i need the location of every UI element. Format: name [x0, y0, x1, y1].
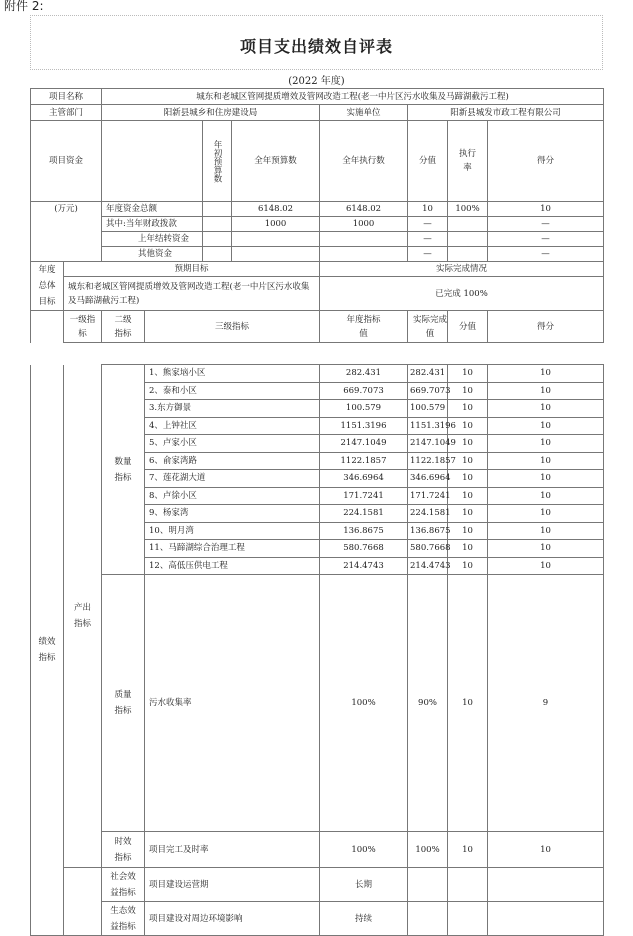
time-row — [31, 832, 604, 868]
qty-target: 214.4743 — [320, 557, 408, 575]
quality-name: 污水收集率 — [145, 575, 320, 832]
funds-row-score: — — [408, 217, 448, 232]
qty-actual: 1122.1857 — [408, 452, 448, 470]
qty-target: 580.7668 — [320, 540, 408, 558]
qty-name: 3.东方御景 — [145, 400, 320, 418]
qty-name: 5、卢家小区 — [145, 435, 320, 453]
funds-row-exec — [320, 247, 408, 262]
eco-name: 项目建设对周边环境影响 — [145, 902, 320, 936]
qty-name: 6、俞家湾路 — [145, 452, 320, 470]
project-name-value: 城东和老城区管网提质增效及管网改造工程(老一中片区污水收集及马蹄湖截污工程) — [102, 89, 604, 105]
funds-row-rate: 100% — [448, 202, 488, 217]
funds-row-got: 10 — [488, 202, 604, 217]
funds-row-got: — — [488, 217, 604, 232]
qty-got: 10 — [488, 400, 604, 418]
qty-got: 10 — [488, 505, 604, 523]
perf-header-l2 — [102, 311, 145, 343]
time-label — [102, 832, 145, 868]
funds-header-score: 分值 — [408, 121, 448, 202]
funds-header-year: 年初预算数 — [203, 121, 232, 202]
project-name-row — [31, 89, 604, 105]
qty-label — [102, 365, 145, 575]
qty-name: 7、莲花湖大道 — [145, 470, 320, 488]
goal-content-row — [31, 277, 604, 311]
qty-got: 10 — [488, 417, 604, 435]
funds-row-rate — [448, 217, 488, 232]
qty-target: 1122.1857 — [320, 452, 408, 470]
qty-got: 10 — [488, 452, 604, 470]
funds-row-name: 其中:当年财政拨款 — [102, 217, 203, 232]
quality-label — [102, 575, 145, 832]
qty-actual: 282.431 — [408, 365, 448, 383]
funds-row-name: 其他资金 — [102, 247, 203, 262]
qty-name: 4、上钟社区 — [145, 417, 320, 435]
quality-got: 9 — [488, 575, 604, 832]
perf-header-l1-text: 一级指标 — [69, 314, 96, 339]
quality-score: 10 — [448, 575, 488, 832]
funds-unit: (万元) — [31, 202, 102, 217]
qty-score: 10 — [448, 400, 488, 418]
funds-row-year — [203, 232, 232, 247]
qty-name: 2、泰和小区 — [145, 382, 320, 400]
qty-actual: 1151.3196 — [408, 417, 448, 435]
goal-expected-label: 预期目标 — [64, 262, 320, 277]
funds-row-rate — [448, 232, 488, 247]
eco-actual — [408, 902, 448, 936]
perf-header-target-text: 年度指标值 — [346, 314, 381, 339]
perf-header-actual-text: 实际完成值 — [413, 314, 448, 339]
eco-row — [31, 902, 604, 936]
qty-score: 10 — [448, 382, 488, 400]
qty-got: 10 — [488, 557, 604, 575]
output-label-text: 产出指标 — [73, 602, 91, 629]
qty-row — [31, 365, 604, 383]
funds-row-budget — [232, 247, 320, 262]
qty-actual: 171.7241 — [408, 487, 448, 505]
qty-actual: 214.4743 — [408, 557, 448, 575]
perf-label-text: 绩效指标 — [38, 636, 56, 663]
funds-row-name: 上年结转资金 — [102, 232, 203, 247]
funds-row-rate — [448, 247, 488, 262]
funds-row-year — [203, 202, 232, 217]
qty-target: 100.579 — [320, 400, 408, 418]
qty-actual: 346.6964 — [408, 470, 448, 488]
social-label-text: 社会效益指标 — [110, 871, 136, 898]
time-target: 100% — [320, 832, 408, 868]
social-label — [102, 868, 145, 902]
funds-row-exec — [320, 232, 408, 247]
qty-name: 11、马蹄湖综合治理工程 — [145, 540, 320, 558]
qty-name: 8、卢徐小区 — [145, 487, 320, 505]
goal-actual-value: 已完成 100% — [320, 277, 604, 311]
impl-label: 实施单位 — [320, 105, 408, 121]
funds-header-got: 得分 — [488, 121, 604, 202]
qty-name: 1、熊家垴小区 — [145, 365, 320, 383]
social-actual — [408, 868, 448, 902]
qty-actual: 669.7073 — [408, 382, 448, 400]
qty-target: 346.6964 — [320, 470, 408, 488]
funds-blank — [31, 247, 102, 262]
social-name: 项目建设运营期 — [145, 868, 320, 902]
funds-header-exec: 全年执行数 — [320, 121, 408, 202]
funds-row-score: — — [408, 247, 448, 262]
project-name-label: 项目名称 — [31, 89, 102, 105]
qty-target: 2147.1049 — [320, 435, 408, 453]
qty-got: 10 — [488, 382, 604, 400]
qty-score: 10 — [448, 452, 488, 470]
perf-header-l2-text: 二级指标 — [114, 314, 132, 339]
project-dept-row — [31, 105, 604, 121]
funds-header-blank — [102, 121, 203, 202]
perf-label — [31, 365, 64, 936]
quality-label-text: 质量指标 — [114, 690, 132, 716]
eco-score — [448, 902, 488, 936]
funds-blank — [31, 232, 102, 247]
qty-target: 669.7073 — [320, 382, 408, 400]
qty-target: 224.1581 — [320, 505, 408, 523]
qty-target: 171.7241 — [320, 487, 408, 505]
perf-header-actual — [408, 311, 448, 343]
qty-score: 10 — [448, 540, 488, 558]
funds-label: 项目资金 — [31, 121, 102, 202]
time-label-text: 时效指标 — [114, 836, 132, 863]
funds-row-score: 10 — [408, 202, 448, 217]
perf-label — [31, 311, 64, 343]
impl-value: 阳新县城发市政工程有限公司 — [408, 105, 604, 121]
social-target: 长期 — [320, 868, 408, 902]
funds-row-name: 年度资金总额 — [102, 202, 203, 217]
qty-actual: 580.7668 — [408, 540, 448, 558]
qty-got: 10 — [488, 487, 604, 505]
goal-label — [31, 262, 64, 311]
funds-row-year — [203, 217, 232, 232]
year-label: (2022 年度) — [288, 76, 345, 87]
quality-actual: 90% — [408, 575, 448, 832]
qty-actual: 136.8675 — [408, 522, 448, 540]
eco-label-text: 生态效益指标 — [110, 905, 136, 932]
qty-label-text: 数量指标 — [114, 456, 132, 483]
funds-row-got: — — [488, 232, 604, 247]
funds-header-budget: 全年预算数 — [232, 121, 320, 202]
quality-target: 100% — [320, 575, 408, 832]
qty-name: 12、高低压供电工程 — [145, 557, 320, 575]
time-score: 10 — [448, 832, 488, 868]
goal-expected-value: 城东和老城区管网提质增效及管网改造工程(老一中片区污水收集及马蹄湖截污工程) — [64, 277, 320, 311]
qty-target: 136.8675 — [320, 522, 408, 540]
title-box — [30, 15, 603, 70]
funds-blank — [31, 217, 102, 232]
eco-target: 持续 — [320, 902, 408, 936]
goal-header-row — [31, 262, 604, 277]
dept-value: 阳新县城乡和住房建设局 — [102, 105, 320, 121]
goal-label-line: 目标 — [38, 297, 56, 307]
time-actual: 100% — [408, 832, 448, 868]
qty-actual: 224.1581 — [408, 505, 448, 523]
perf-header-target — [320, 311, 408, 343]
qty-score: 10 — [448, 557, 488, 575]
qty-actual: 2147.1049 — [408, 435, 448, 453]
eco-got — [488, 902, 604, 936]
qty-score: 10 — [448, 365, 488, 383]
qty-got: 10 — [488, 435, 604, 453]
qty-score: 10 — [448, 417, 488, 435]
qty-target: 1151.3196 — [320, 417, 408, 435]
time-got: 10 — [488, 832, 604, 868]
perf-header-score: 分值 — [448, 311, 488, 343]
funds-row-budget: 6148.02 — [232, 202, 320, 217]
perf-header-l3: 三级指标 — [145, 311, 320, 343]
perf-header-row — [31, 311, 604, 343]
funds-row-exec: 1000 — [320, 217, 408, 232]
social-row — [31, 868, 604, 902]
qty-name: 10、明月湾 — [145, 522, 320, 540]
evaluation-table — [30, 88, 604, 343]
qty-score: 10 — [448, 435, 488, 453]
qty-target: 282.431 — [320, 365, 408, 383]
perf-body-table — [30, 364, 604, 936]
qty-got: 10 — [488, 540, 604, 558]
goal-label-line: 总体 — [38, 281, 56, 291]
funds-row-year — [203, 247, 232, 262]
output-label — [64, 365, 102, 868]
eco-label — [102, 902, 145, 936]
qty-actual: 100.579 — [408, 400, 448, 418]
qty-name: 9、杨家湾 — [145, 505, 320, 523]
funds-row-score: — — [408, 232, 448, 247]
qty-score: 10 — [448, 487, 488, 505]
social-score — [448, 868, 488, 902]
perf-header-l1 — [64, 311, 102, 343]
qty-score: 10 — [448, 522, 488, 540]
dept-label: 主管部门 — [31, 105, 102, 121]
qty-score: 10 — [448, 505, 488, 523]
goal-label-line: 年度 — [38, 265, 56, 275]
perf-header-got: 得分 — [488, 311, 604, 343]
qty-got: 10 — [488, 470, 604, 488]
qty-score: 10 — [448, 470, 488, 488]
funds-row — [31, 202, 604, 217]
funds-row — [31, 217, 604, 232]
social-got — [488, 868, 604, 902]
funds-row-exec: 6148.02 — [320, 202, 408, 217]
goal-actual-label: 实际完成情况 — [320, 262, 604, 277]
qty-got: 10 — [488, 365, 604, 383]
funds-header-rate: 执行率 — [448, 121, 488, 202]
funds-row-budget — [232, 232, 320, 247]
funds-row — [31, 247, 604, 262]
funds-header-row — [31, 121, 604, 202]
effect-l1 — [64, 868, 102, 936]
quality-row — [31, 575, 604, 832]
time-name: 项目完工及时率 — [145, 832, 320, 868]
page-title: 项目支出绩效自评表 — [239, 37, 393, 56]
qty-got: 10 — [488, 522, 604, 540]
funds-row — [31, 232, 604, 247]
funds-row-budget: 1000 — [232, 217, 320, 232]
attachment-label: 附件 2: — [4, 0, 44, 13]
funds-row-got: — — [488, 247, 604, 262]
